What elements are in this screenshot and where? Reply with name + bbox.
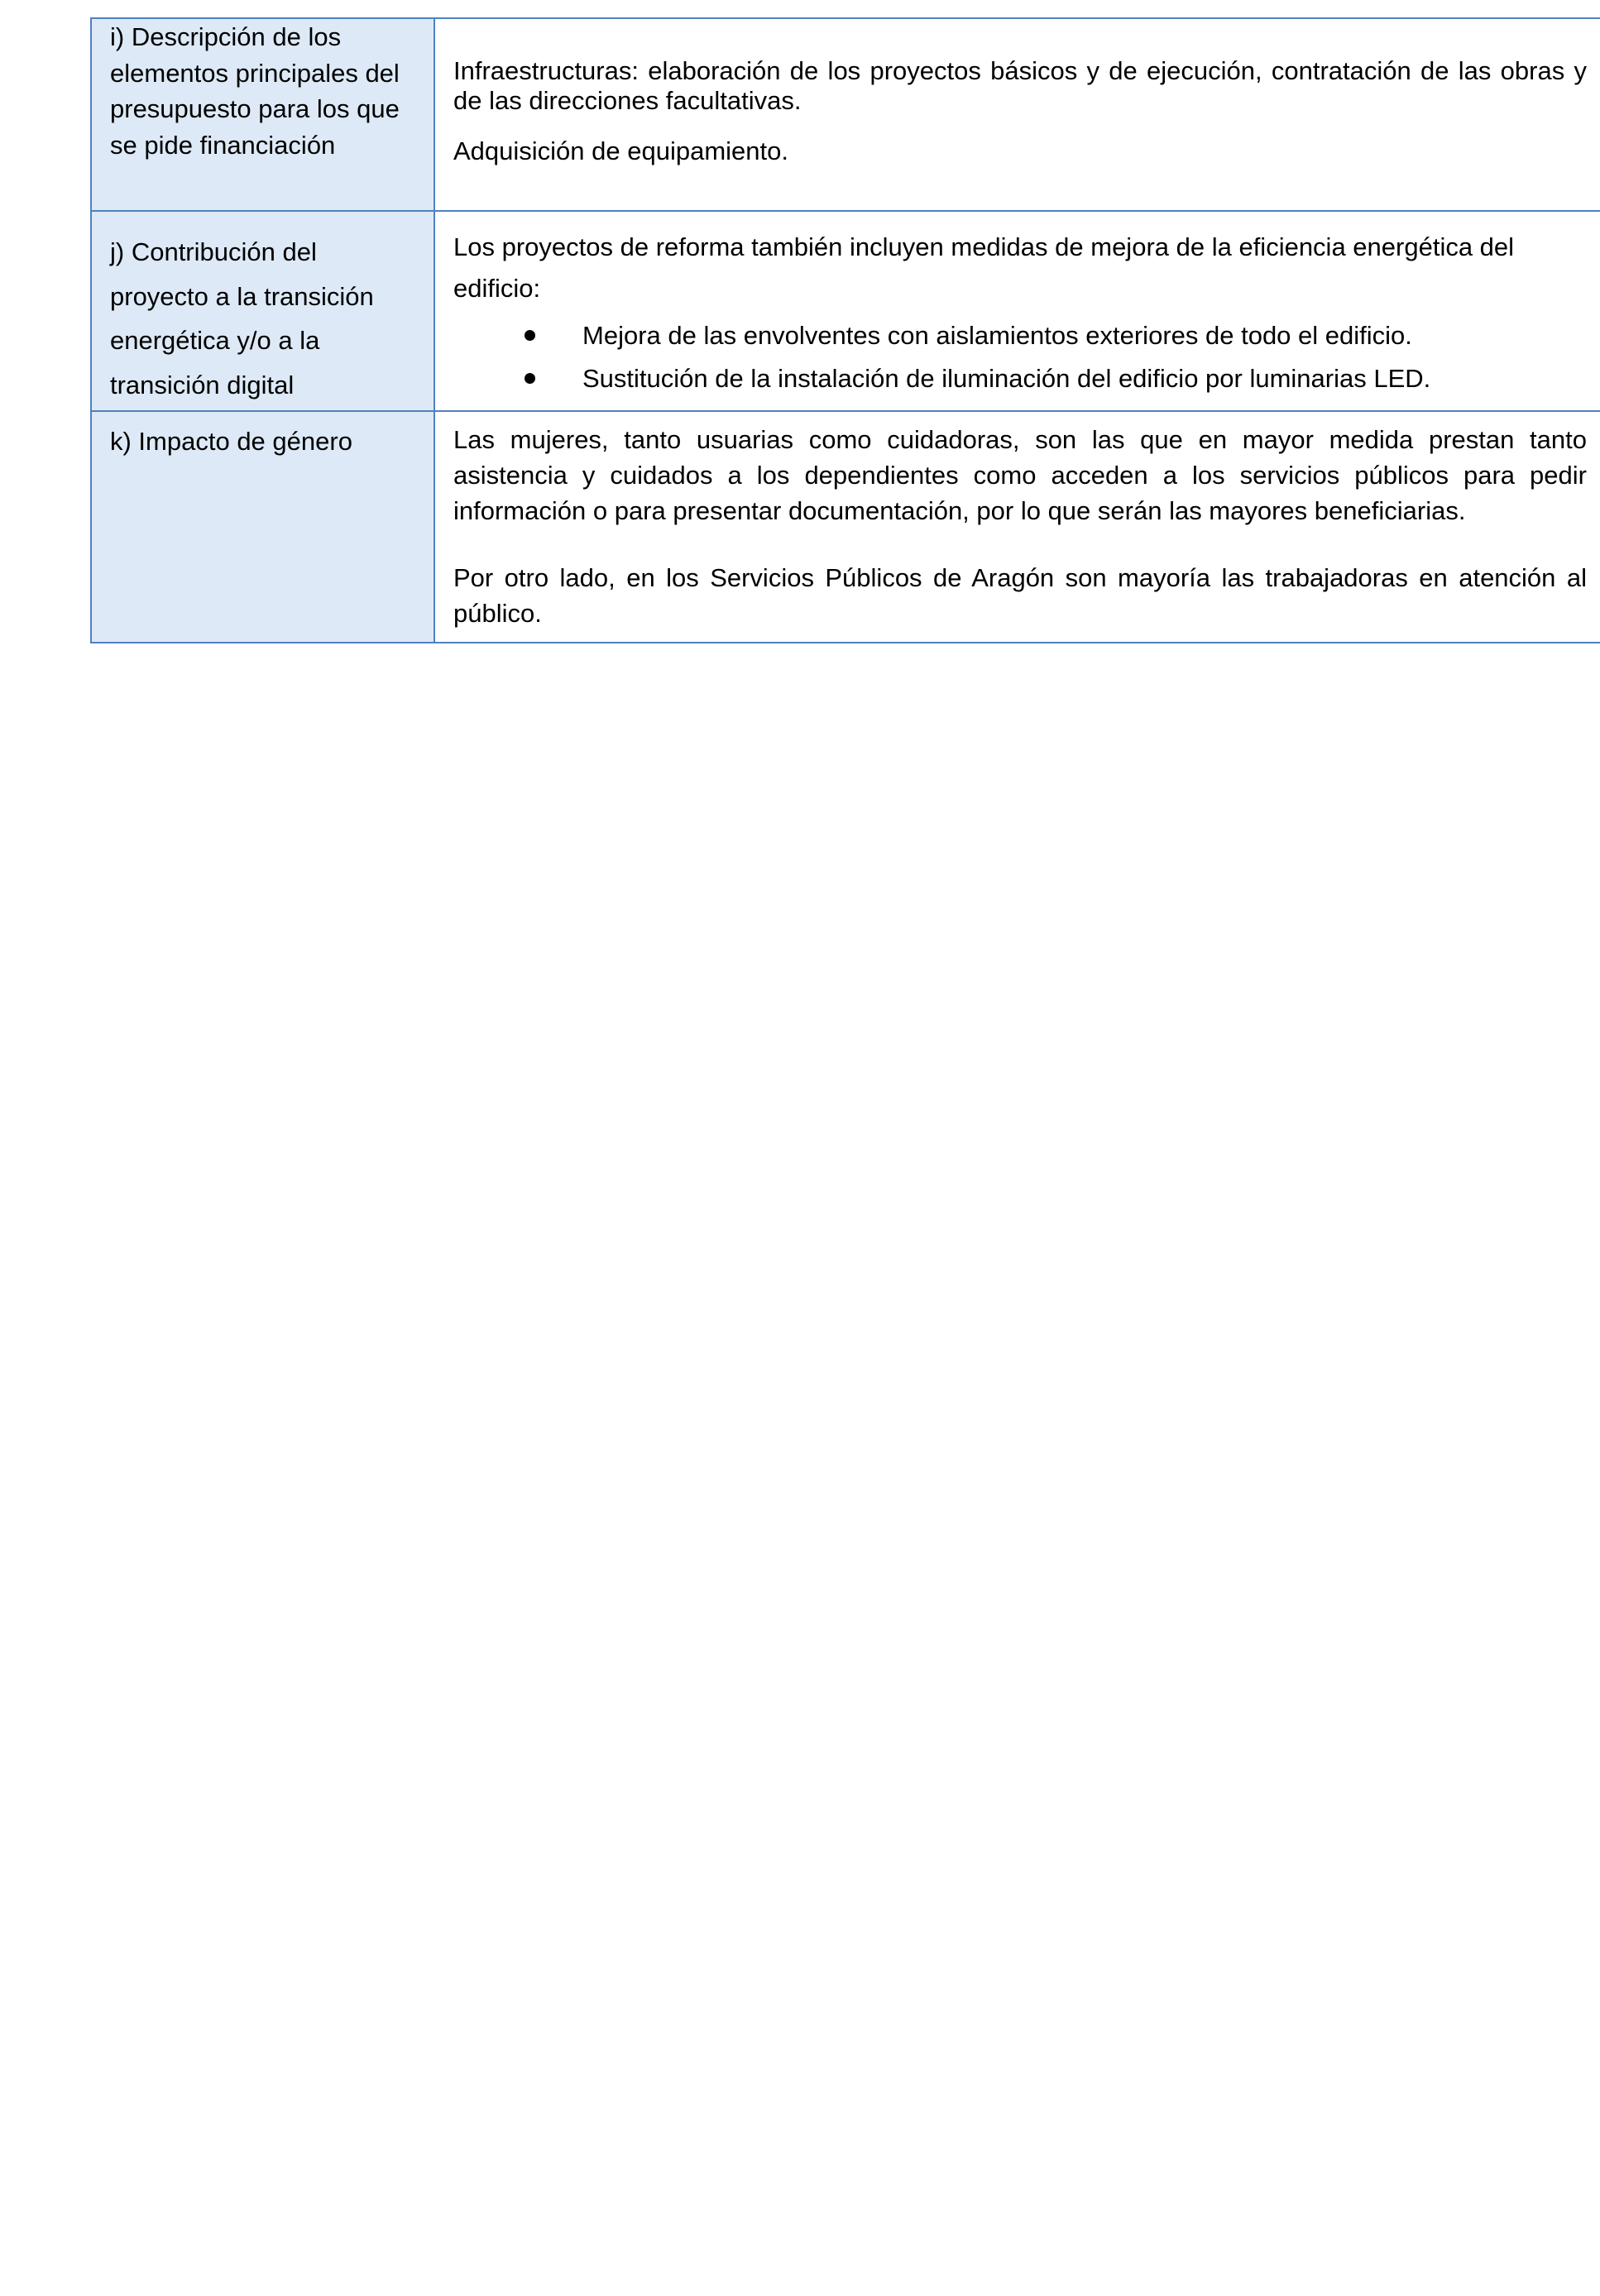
row-label: i) Descripción de los elementos principales del presupuesto para los que se pide financiación [110, 22, 400, 160]
bullet-dot-icon [525, 330, 535, 341]
energy-measures-list [453, 314, 1587, 400]
gender-beneficiaries-text: Las mujeres, tanto usuarias como cuidadoras, son las que en mayor medida prestan tanto asistencia y cuidados a los dependientes como acceden a los servicios públicos para pedir información o para presentar documentación, por lo que serán las mayores beneficiarias. [453, 425, 1587, 525]
gender-workers-text: Por otro lado, en los Servicios Públicos de Aragón son mayoría las trabajadoras en atención al público. [453, 563, 1587, 628]
row-label: k) Impacto de género [110, 427, 352, 456]
list-item-text: Sustitución de la instalación de iluminación del edificio por luminarias LED. [582, 364, 1431, 393]
row-value-cell [434, 18, 1600, 211]
row-value-cell [434, 211, 1600, 411]
budget-equipment-text: Adquisición de equipamiento. [453, 136, 788, 165]
table-row-energy-transition [91, 211, 1600, 411]
row-value-cell [434, 411, 1600, 643]
energy-intro-text: Los proyectos de reforma también incluyen medidas de mejora de la eficiencia energética del edificio: [453, 232, 1515, 303]
list-item-text: Mejora de las envolventes con aislamientos exteriores de todo el edificio. [582, 321, 1412, 350]
budget-infrastructure-text: Infraestructuras: elaboración de los proyectos básicos y de ejecución, contratación de las obras y de las direcciones facultativas. [453, 56, 1587, 115]
row-label-cell [91, 18, 434, 211]
project-details-table [90, 17, 1600, 643]
bullet-dot-icon [525, 373, 535, 384]
list-item [453, 314, 1587, 357]
table-row-gender-impact [91, 411, 1600, 643]
list-item [453, 357, 1587, 400]
row-label-cell [91, 211, 434, 411]
row-label-cell [91, 411, 434, 643]
row-label: j) Contribución del proyecto a la transición energética y/o a la transición digital [110, 237, 374, 399]
table-row-budget-elements [91, 18, 1600, 211]
